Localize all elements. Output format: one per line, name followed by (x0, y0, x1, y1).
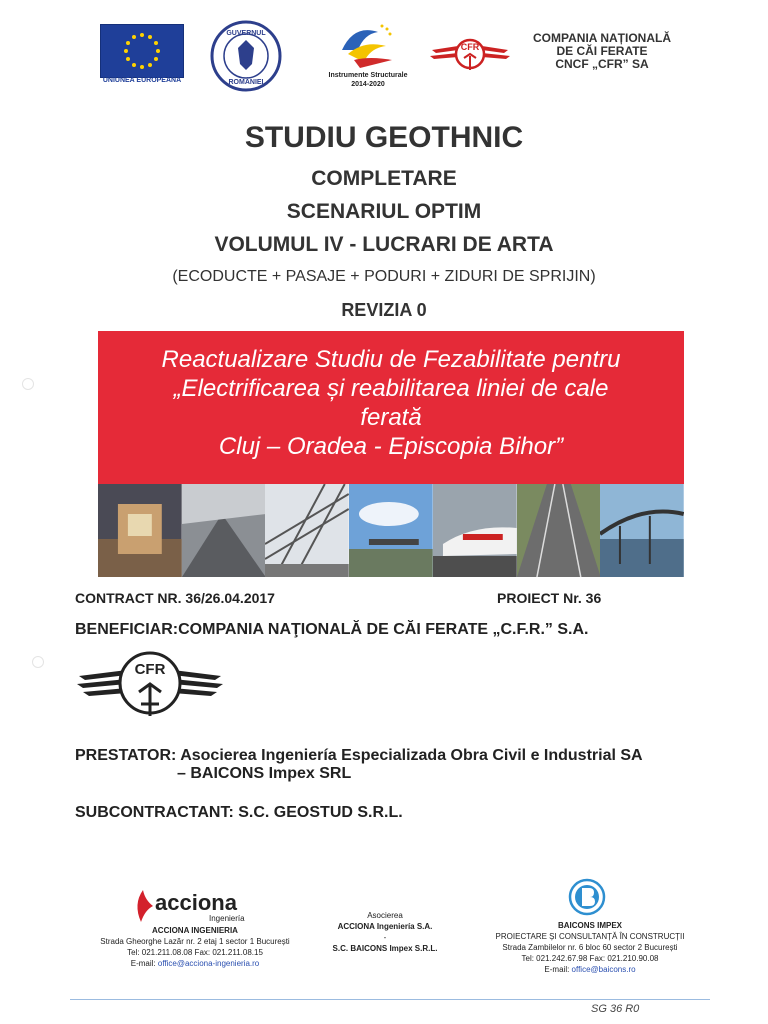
government-seal-logo (210, 20, 282, 92)
structural-instruments-logo (334, 20, 398, 70)
photo-train-interior (98, 484, 182, 577)
eu-flag-logo (100, 24, 184, 78)
cfr-winged-logo-large (75, 646, 225, 720)
document-title: STUDIU GEOTHNIC (244, 121, 524, 154)
cfr-winged-logo-small (428, 34, 512, 74)
company-line3: CNCF „CFR” SA (555, 57, 649, 71)
cfr-large-logo-text: CFR (134, 661, 166, 678)
baicons-name: BAICONS IMPEX (557, 921, 622, 930)
acciona-email-link[interactable]: office@acciona-ingenieria.ro (157, 959, 260, 968)
acciona-contact-block (70, 925, 320, 969)
photo-sky-viaduct (349, 484, 433, 577)
baicons-contact-block (476, 920, 704, 975)
acciona-name: ACCIONA INGENIERIA (152, 926, 238, 935)
eu-caption: UNIUNEA EUROPEANĂ (102, 77, 182, 84)
photo-high-speed-train (433, 484, 517, 577)
baicons-address: Strada Zambilelor nr. 6 bloc 60 sector 2 București (502, 943, 678, 952)
company-header (522, 32, 682, 71)
is-caption-line2: 2014-2020 (351, 81, 385, 88)
assoc-line2: ACCIONA Ingeniería S.A. (337, 922, 433, 931)
scan-hole-mark (32, 656, 44, 668)
is-caption-line1: Instrumente Structurale (328, 72, 408, 79)
document-code: SG 36 R0 (591, 1003, 640, 1015)
banner-line1: Reactualizare Studiu de Fezabilitate pentru (161, 346, 621, 373)
scan-hole-mark (22, 378, 34, 390)
banner-line3: ferată (360, 404, 422, 431)
structural-instruments-caption (318, 71, 418, 89)
photo-station-platform (182, 484, 266, 577)
acciona-logo (131, 886, 261, 926)
acciona-logo-text: acciona (155, 890, 237, 915)
beneficiary: BENEFICIAR:COMPANIA NAŢIONALĂ DE CĂI FERATE „C.F.R.” S.A. (75, 621, 589, 638)
baicons-email-label: E-mail: (544, 965, 572, 974)
subcontractant: SUBCONTRACTANT: S.C. GEOSTUD S.R.L. (75, 804, 403, 821)
project-banner (98, 331, 684, 484)
seal-top-text: GUVERNUL (226, 30, 266, 37)
company-line1: COMPANIA NAȚIONALĂ (533, 31, 671, 45)
company-line2: DE CĂI FERATE (556, 44, 648, 58)
title-line-volum: VOLUMUL IV - LUCRARI DE ARTA (214, 233, 554, 256)
photo-rail-tracks (517, 484, 601, 577)
acciona-email-line (70, 958, 320, 969)
association-block (300, 910, 470, 954)
cfr-small-logo-text: CFR (460, 42, 480, 52)
banner-line4: Cluj – Oradea - Episcopia Bihor” (218, 433, 564, 460)
railway-photo-strip (98, 484, 684, 577)
seal-bottom-text: ROMÂNIEI (228, 79, 264, 86)
baicons-email-line (476, 964, 704, 975)
title-line-scenariu: SCENARIUL OPTIM (286, 200, 482, 223)
title-line-subtitle: (ECODUCTE + PASAJE + PODURI + ZIDURI DE SPRIJIN) (172, 268, 596, 285)
baicons-subtitle: PROIECTARE ȘI CONSULTANȚĂ ÎN CONSTRUCȚII (495, 932, 685, 941)
acciona-phone: Tel: 021.211.08.08 Fax: 021.211.08.15 (127, 948, 263, 957)
baicons-email-link[interactable]: office@baicons.ro (571, 965, 636, 974)
assoc-line1: Asocierea (367, 911, 403, 920)
baicons-phone: Tel: 021.242.67.98 Fax: 021.210.90.08 (521, 954, 659, 963)
footer-divider (70, 999, 710, 1000)
title-line-completare: COMPLETARE (311, 167, 457, 190)
project-number: PROIECT Nr. 36 (497, 590, 602, 606)
assoc-line4: S.C. BAICONS Impex S.R.L. (332, 944, 438, 953)
photo-steel-canopy (265, 484, 349, 577)
acciona-address: Strada Gheorghe Lazăr nr. 2 etaj 1 sector 1 București (100, 937, 290, 946)
prestator: PRESTATOR: Asocierea Ingeniería Especializada Obra Civil e Industrial SA (75, 747, 643, 764)
acciona-logo-subtext: Ingeniería (209, 914, 245, 923)
prestator-continuation: – BAICONS Impex SRL (177, 765, 352, 782)
banner-line2: „Electrificarea și reabilitarea liniei de cale (173, 375, 609, 402)
baicons-logo (568, 878, 606, 916)
title-line-revizia: REVIZIA 0 (341, 300, 427, 320)
assoc-line3: - (383, 933, 387, 942)
acciona-email-label: E-mail: (130, 959, 158, 968)
contract-number: CONTRACT NR. 36/26.04.2017 (75, 590, 275, 606)
photo-river-bridge (600, 484, 684, 577)
banner-text (98, 345, 684, 461)
